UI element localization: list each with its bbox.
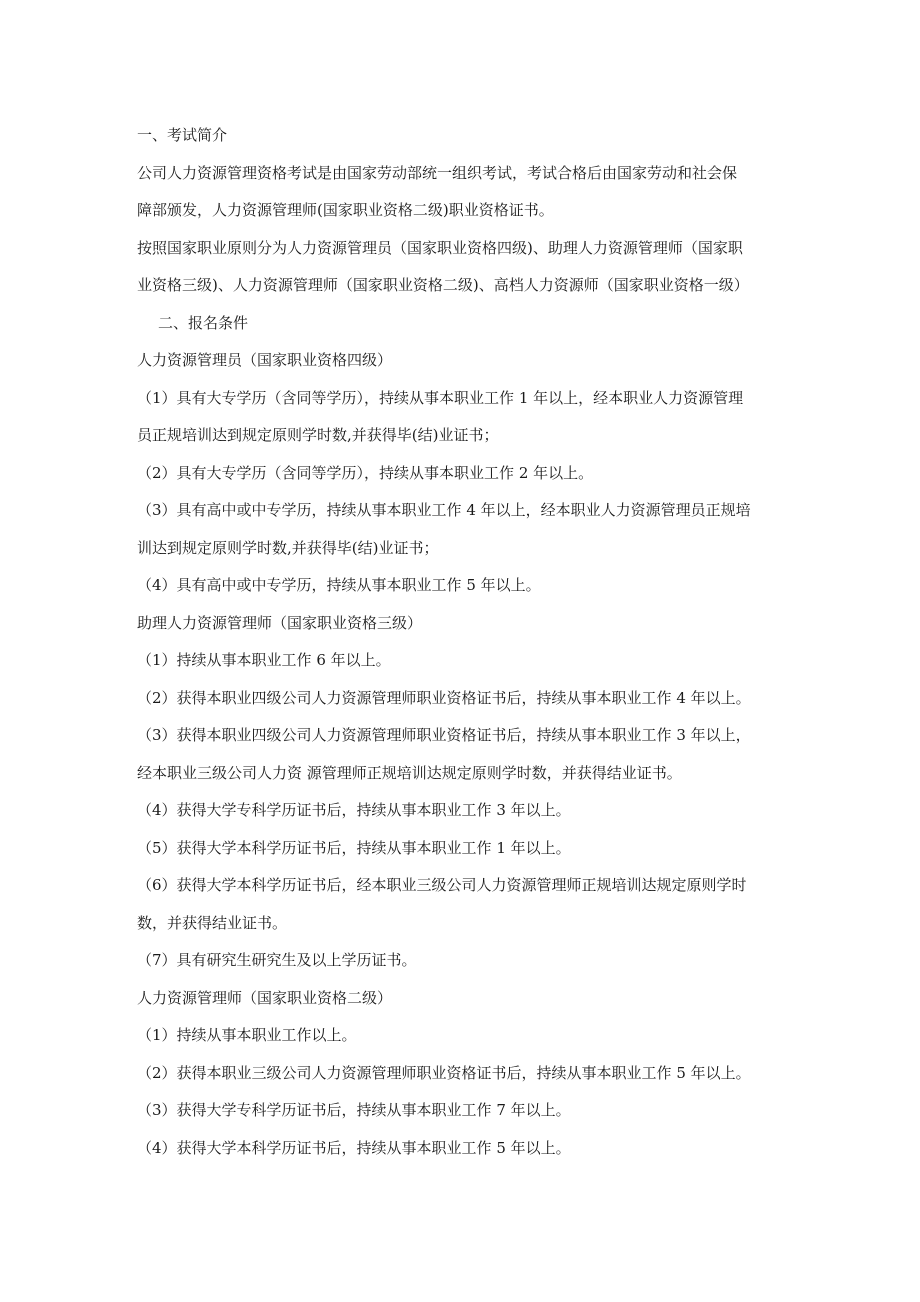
list-item: （1）持续从事本职业工作 6 年以上。 bbox=[137, 651, 391, 669]
list-item: （3）具有高中或中专学历，持续从事本职业工作 4 年以上，经本职业人力资源管理员正规培 bbox=[137, 501, 751, 519]
paragraph-line: 障部颁发，人力资源管理师(国家职业资格二级)职业资格证书。 bbox=[137, 201, 554, 219]
list-item: （4）获得大学专科学历证书后，持续从事本职业工作 3 年以上。 bbox=[137, 801, 571, 819]
list-item: （3）获得本职业四级公司人力资源管理师职业资格证书后，持续从事本职业工作 3 年以上， bbox=[137, 726, 751, 744]
paragraph-line: 按照国家职业原则分为人力资源管理员（国家职业资格四级)、助理人力资源管理师（国家职 bbox=[137, 238, 743, 257]
subsection-heading: 人力资源管理师（国家职业资格二级） bbox=[137, 988, 393, 1007]
list-item: （2）获得本职业四级公司人力资源管理师职业资格证书后，持续从事本职业工作 4 年以上。 bbox=[137, 688, 751, 707]
list-item: （6）获得大学本科学历证书后，经本职业三级公司人力资源管理师正规培训达规定原则学时 bbox=[137, 876, 747, 894]
list-item: （2）获得本职业三级公司人力资源管理师职业资格证书后，持续从事本职业工作 5 年以上。 bbox=[137, 1063, 751, 1082]
list-item-continued: 经本职业三级公司人力资 源管理师正规培训达规定原则学时数，并获得结业证书。 bbox=[137, 763, 682, 782]
list-item: （4）具有高中或中专学历，持续从事本职业工作 5 年以上。 bbox=[137, 576, 541, 594]
list-item: （1）具有大专学历（含同等学历），持续从事本职业工作 1 年以上，经本职业人力资源管理 bbox=[137, 388, 744, 407]
paragraph-line: 业资格三级)、人力资源管理师（国家职业资格二级)、高档人力资源师（国家职业资格一级） bbox=[137, 276, 749, 294]
paragraph-line: 公司人力资源管理资格考试是由国家劳动部统一组织考试，考试合格后由国家劳动和社会保 bbox=[137, 163, 738, 182]
section-heading: 一、考试简介 bbox=[137, 126, 228, 144]
subsection-heading: 人力资源管理员（国家职业资格四级） bbox=[137, 351, 393, 369]
list-item-continued: 训达到规定原则学时数,并获得毕(结)业证书； bbox=[137, 538, 439, 557]
list-item: （4）获得大学本科学历证书后，持续从事本职业工作 5 年以上。 bbox=[137, 1138, 571, 1157]
list-item-continued: 数，并获得结业证书。 bbox=[137, 913, 288, 932]
document-body bbox=[137, 117, 802, 1167]
list-item: （1）持续从事本职业工作以上。 bbox=[137, 1026, 357, 1044]
list-item-continued: 员正规培训达到规定原则学时数,并获得毕(结)业证书； bbox=[137, 426, 499, 444]
list-item: （7）具有研究生研究生及以上学历证书。 bbox=[137, 951, 417, 969]
list-item: （2）具有大专学历（含同等学历），持续从事本职业工作 2 年以上。 bbox=[137, 463, 594, 482]
list-item: （3）获得大学专科学历证书后，持续从事本职业工作 7 年以上。 bbox=[137, 1101, 571, 1119]
list-item: （5）获得大学本科学历证书后，持续从事本职业工作 1 年以上。 bbox=[137, 838, 571, 857]
subsection-heading: 助理人力资源管理师（国家职业资格三级） bbox=[137, 613, 423, 632]
section-heading: 二、报名条件 bbox=[158, 313, 249, 332]
